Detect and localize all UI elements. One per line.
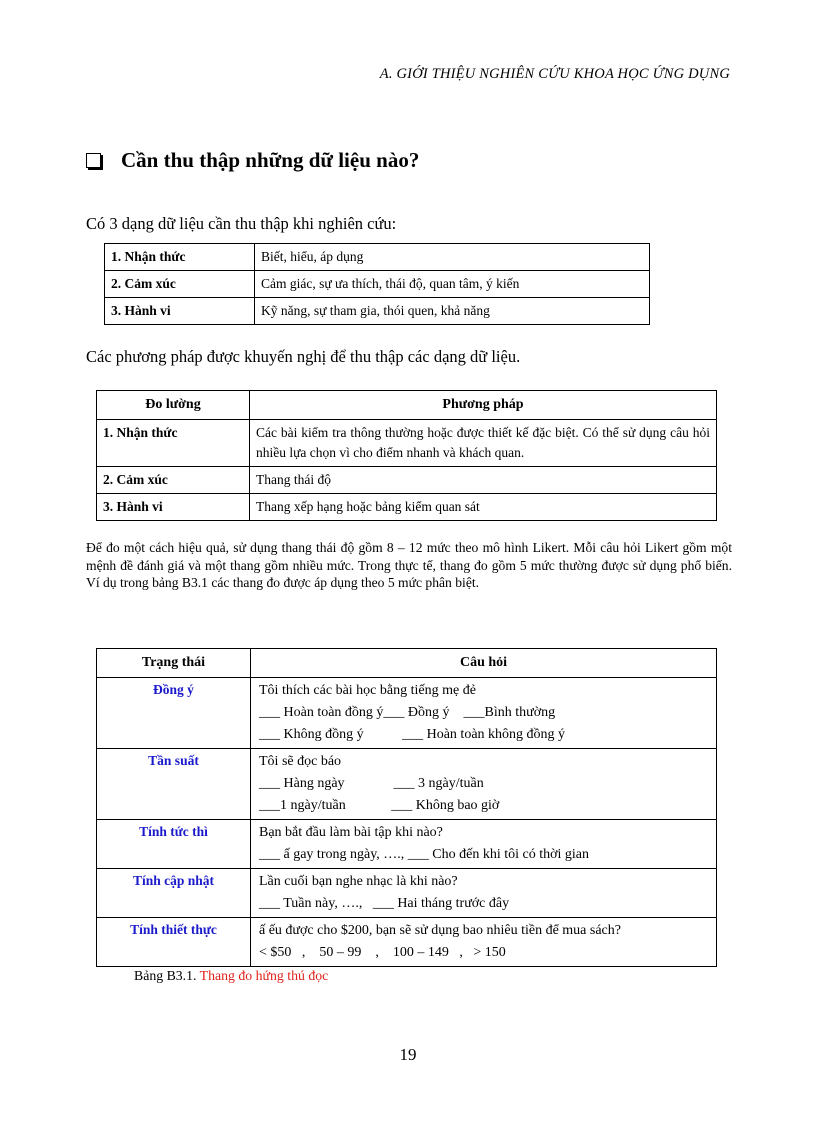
column-header: Phương pháp [250,391,717,420]
reading-interest-table [96,648,717,967]
question-text: Bạn bắt đầu làm bài tập khi nào? [259,825,443,840]
table-row [97,918,717,967]
checkbox-icon [86,153,101,168]
answer-options: ___ Hàng ngày ___ 3 ngày/tuần [259,776,484,791]
table-row [105,298,650,325]
table-cell: 1. Nhận thức [97,420,250,467]
answer-options: ___ Không đồng ý ___ Hoàn toàn không đồng ý [259,727,566,742]
question-cell [251,820,717,869]
table-header-row [97,391,717,420]
table-cell: 2. Cảm xúc [105,271,255,298]
question-text: Tôi thích các bài học bằng tiếng mẹ đẻ [259,683,476,698]
table-cell: Biết, hiểu, áp dụng [255,244,650,271]
table-cell: Thang thái độ [250,467,717,494]
state-label: Tính thiết thực [97,918,251,967]
table-cell: Thang xếp hạng hoặc bảng kiểm quan sát [250,494,717,521]
methods-table [96,390,717,521]
caption-prefix: Bảng B3.1. [134,968,200,983]
table-caption [134,968,328,984]
answer-options: ___1 ngày/tuần ___ Không bao giờ [259,798,500,813]
answer-options: ___ Tuần này, …., ___ Hai tháng trước đây [259,896,510,911]
table-cell: 1. Nhận thức [105,244,255,271]
answer-options: ___ ấ gay trong ngày, …., ___ Cho đến khi tôi có thời gian [259,847,590,862]
state-label: Đồng ý [97,678,251,749]
table-cell: 2. Cảm xúc [97,467,250,494]
table-cell: Kỹ năng, sự tham gia, thói quen, khả năng [255,298,650,325]
table-row [97,467,717,494]
state-label: Tính cập nhật [97,869,251,918]
table-cell: Cảm giác, sự ưa thích, thái độ, quan tâm, ý kiến [255,271,650,298]
table-row [97,869,717,918]
table-row [97,820,717,869]
section-title-text: Cần thu thập những dữ liệu nào? [121,148,420,172]
table-cell: 3. Hành vi [105,298,255,325]
column-header: Câu hỏi [251,649,717,678]
table-row [97,749,717,820]
question-text: Lần cuối bạn nghe nhạc là khi nào? [259,874,458,889]
question-cell [251,918,717,967]
intro-paragraph-2: Các phương pháp được khuyến nghị để thu thập các dạng dữ liệu. [86,347,521,366]
answer-options: < $50 , 50 – 99 , 100 – 149 , > 150 [259,945,506,960]
data-types-table [104,243,650,325]
table-cell: 3. Hành vi [97,494,250,521]
column-header: Đo lường [97,391,250,420]
table-row [97,420,717,467]
section-heading [86,148,419,173]
intro-paragraph-1: Có 3 dạng dữ liệu cần thu thập khi nghiên cứu: [86,214,397,233]
table-cell: Các bài kiểm tra thông thường hoặc được thiết kế đặc biệt. Có thể sử dụng câu hỏi nhiều lựa chọn vì cho điểm nhanh và khách quan. [250,420,717,467]
caption-title: Thang đo hứng thú đọc [199,968,329,983]
question-text: ấ ếu được cho $200, bạn sẽ sử dụng bao nhiêu tiền để mua sách? [259,923,621,938]
likert-paragraph: Để đo một cách hiệu quả, sử dụng thang thái độ gồm 8 – 12 mức theo mô hình Likert. Mỗi câu hỏi Likert gồm một mệnh đề đánh giá và một thang gồm nhiều mức. Trong thực tế, thang đo gồm 5 mức thường được sử dụng phổ biến. Ví dụ trong bảng B3.1 các thang đo được áp dụng theo 5 mức phân biệt. [86,540,732,590]
table-row [97,494,717,521]
question-text: Tôi sẽ đọc báo [259,754,342,769]
answer-options: ___ Hoàn toàn đồng ý___ Đồng ý ___Bình thường [259,705,556,720]
column-header: Trạng thái [97,649,251,678]
page-number: 19 [399,1045,417,1064]
state-label: Tính tức thì [97,820,251,869]
table-header-row [97,649,717,678]
question-cell [251,749,717,820]
question-cell [251,869,717,918]
table-row [105,271,650,298]
state-label: Tần suất [97,749,251,820]
table-row [97,678,717,749]
question-cell [251,678,717,749]
running-header: A. GIỚI THIỆU NGHIÊN CỨU KHOA HỌC ỨNG DỤNG [379,66,730,82]
table-row [105,244,650,271]
